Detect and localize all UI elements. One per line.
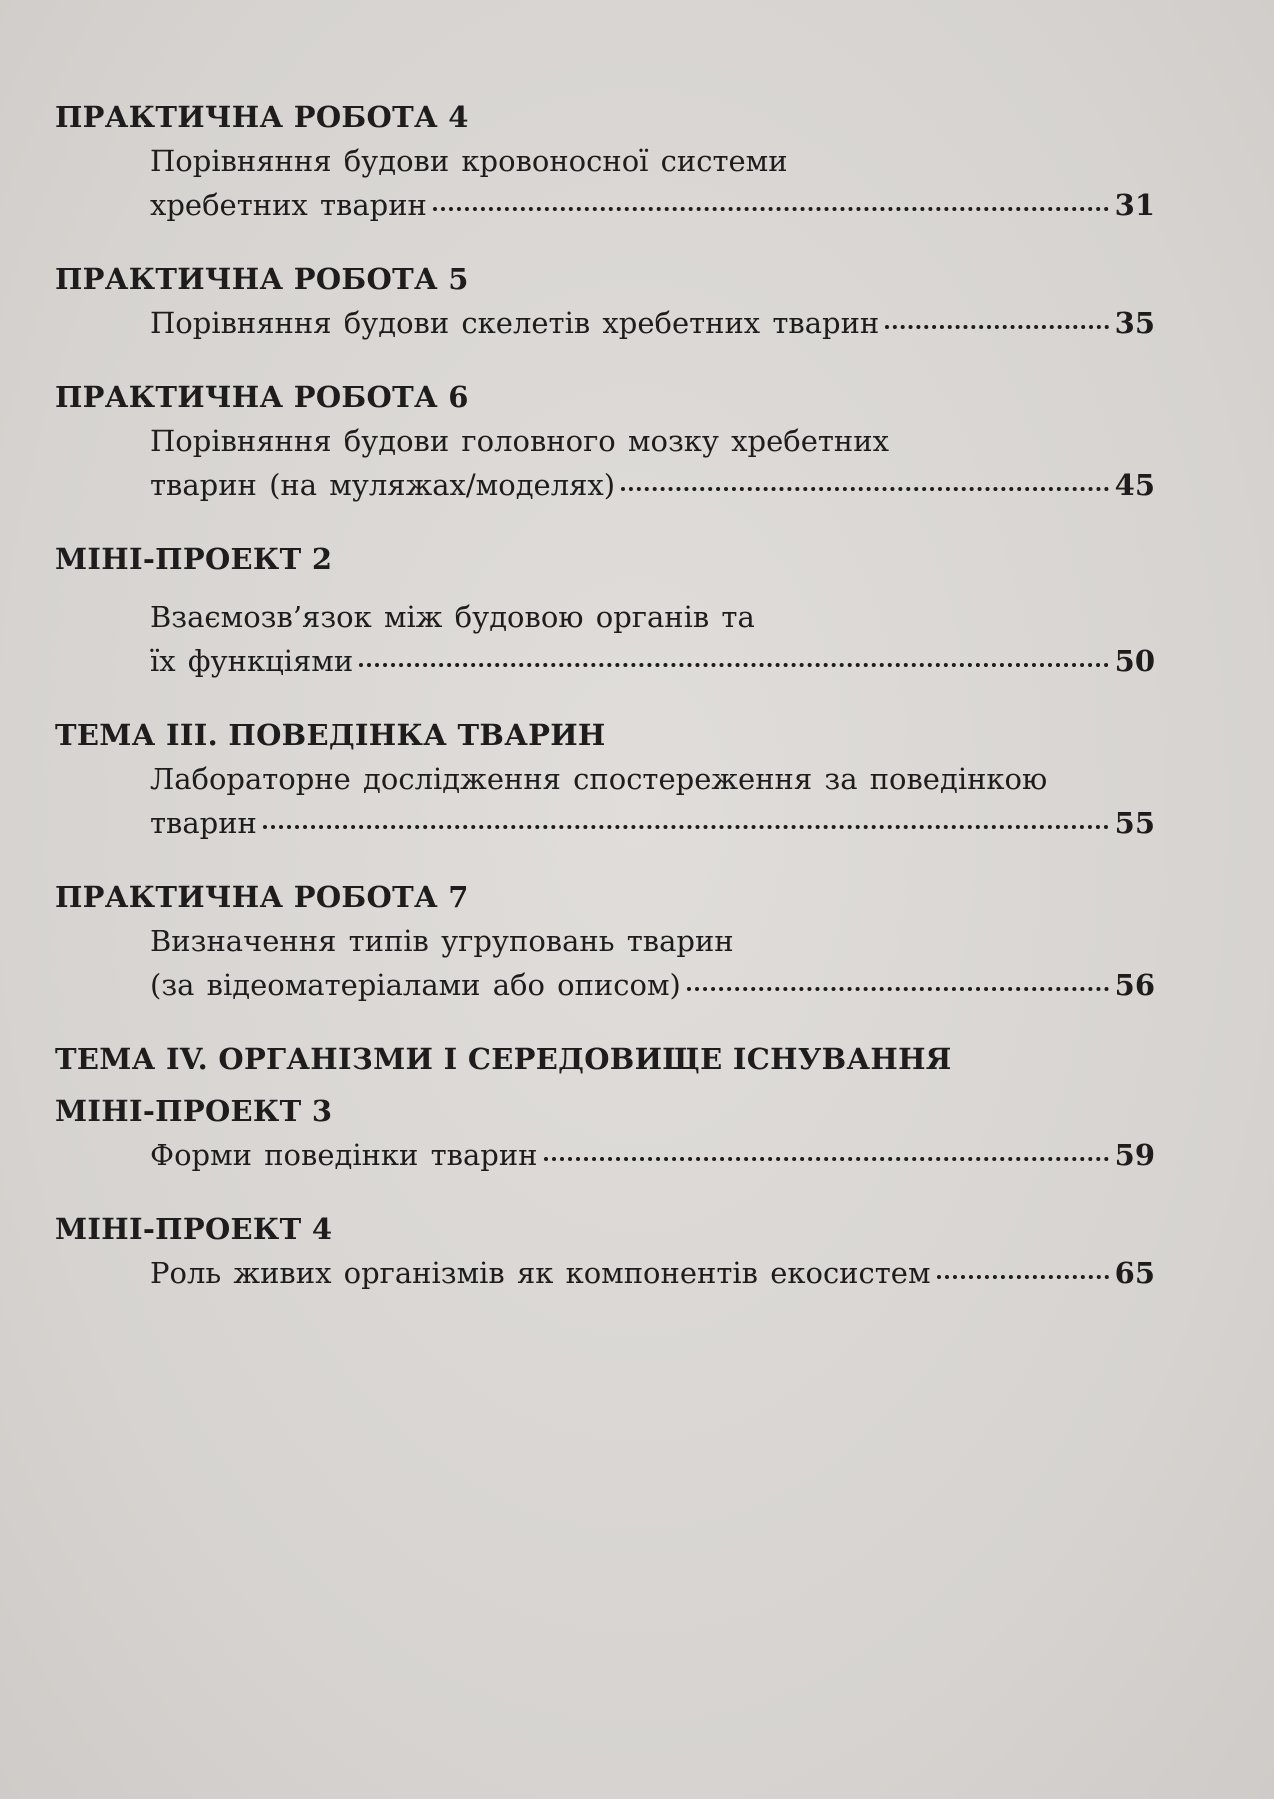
toc-entry — [150, 419, 1155, 507]
toc-section-pr6 — [55, 375, 1155, 507]
dot-leader — [544, 1153, 1109, 1161]
table-of-contents — [55, 95, 1155, 1325]
entry-text: Порівняння будови кровоносної системи — [150, 144, 788, 178]
toc-entry — [150, 301, 1155, 345]
entry-text: тварин — [150, 806, 257, 840]
entry-text: їх функціями — [150, 644, 354, 678]
page-number: 59 — [1114, 1138, 1155, 1172]
entry-text: (за відеоматеріалами або описом) — [150, 968, 681, 1002]
page-number: 65 — [1114, 1256, 1155, 1290]
entry-text: Визначення типів угруповань тварин — [150, 924, 734, 958]
toc-section-mp2 — [55, 537, 1155, 683]
entry-text: хребетних тварин — [150, 188, 427, 222]
toc-entry — [150, 1251, 1155, 1295]
section-heading: ПРАКТИЧНА РОБОТА 4 — [55, 100, 469, 134]
entry-text: Лабораторне дослідження спостереження за поведінкою — [150, 762, 1048, 796]
entry-text: Роль живих організмів як компонентів екосистем — [150, 1256, 931, 1290]
toc-entry — [150, 1133, 1155, 1177]
entry-text: Взаємозв’язок між будовою органів та — [150, 600, 755, 634]
entry-text: Порівняння будови головного мозку хребетних — [150, 424, 889, 458]
section-heading: ПРАКТИЧНА РОБОТА 7 — [55, 880, 469, 914]
toc-section-pr7 — [55, 875, 1155, 1007]
page-number: 55 — [1114, 806, 1155, 840]
section-heading: МІНІ-ПРОЕКТ 2 — [55, 542, 333, 576]
entry-text: Форми поведінки тварин — [150, 1138, 538, 1172]
toc-section-theme4 — [55, 1037, 1155, 1081]
toc-section-mp3 — [55, 1089, 1155, 1177]
toc-section-pr4 — [55, 95, 1155, 227]
section-heading: ПРАКТИЧНА РОБОТА 5 — [55, 262, 469, 296]
page-number: 31 — [1114, 188, 1155, 222]
toc-entry — [150, 919, 1155, 1007]
page-number: 35 — [1114, 306, 1155, 340]
section-heading: МІНІ-ПРОЕКТ 3 — [55, 1094, 333, 1128]
page-number: 56 — [1114, 968, 1155, 1002]
toc-section-pr5 — [55, 257, 1155, 345]
section-heading: МІНІ-ПРОЕКТ 4 — [55, 1212, 333, 1246]
toc-entry — [150, 139, 1155, 227]
dot-leader — [433, 203, 1109, 211]
toc-section-theme3 — [55, 713, 1155, 845]
toc-entry — [150, 595, 1155, 683]
dot-leader — [885, 321, 1108, 329]
section-heading: ПРАКТИЧНА РОБОТА 6 — [55, 380, 469, 414]
dot-leader — [687, 983, 1109, 991]
dot-leader — [937, 1271, 1109, 1279]
page-number: 45 — [1114, 468, 1155, 502]
section-heading: ТЕМА ІV. ОРГАНІЗМИ І СЕРЕДОВИЩЕ ІСНУВАННЯ — [55, 1042, 952, 1076]
toc-section-mp4 — [55, 1207, 1155, 1295]
dot-leader — [621, 483, 1109, 491]
section-heading: ТЕМА ІІІ. ПОВЕДІНКА ТВАРИН — [55, 718, 606, 752]
dot-leader — [359, 659, 1108, 667]
toc-entry — [150, 757, 1155, 845]
page-number: 50 — [1114, 644, 1155, 678]
entry-text: тварин (на муляжах/моделях) — [150, 468, 616, 502]
dot-leader — [263, 821, 1109, 829]
entry-text: Порівняння будови скелетів хребетних тварин — [150, 306, 880, 340]
